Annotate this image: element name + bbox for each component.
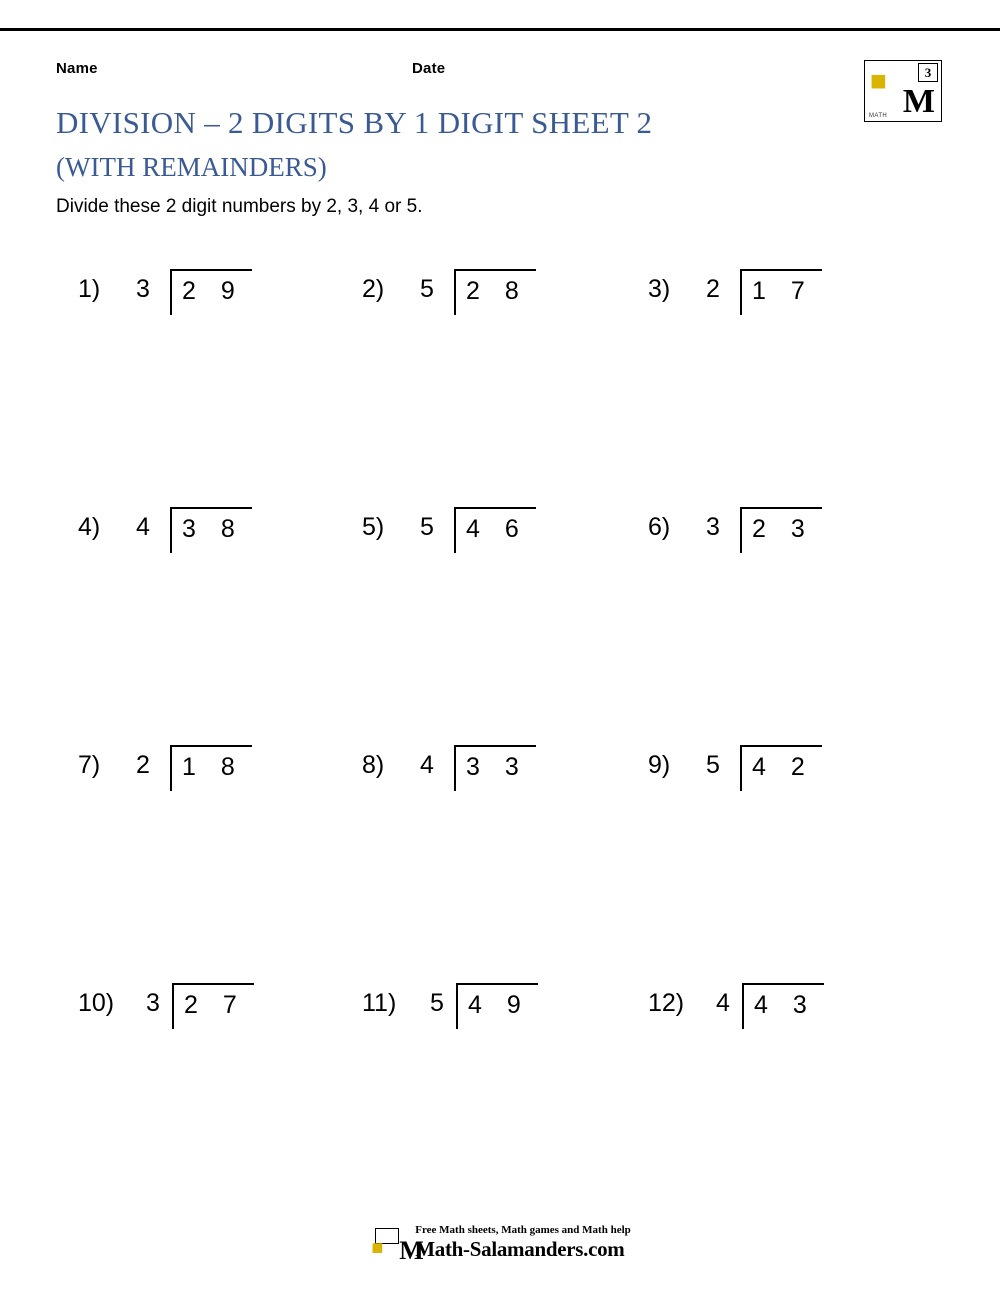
divisor: 5 xyxy=(430,989,444,1017)
bracket-horizontal xyxy=(456,983,538,985)
dividend: 4 9 xyxy=(468,991,530,1019)
bracket-horizontal xyxy=(742,983,824,985)
divisor: 4 xyxy=(136,513,150,541)
footer-m-monogram-icon: M xyxy=(399,1236,424,1265)
dividend: 2 3 xyxy=(752,515,814,543)
problem-number: 7) xyxy=(78,751,101,779)
problem-number: 12) xyxy=(648,989,685,1017)
divisor: 3 xyxy=(136,275,150,303)
bracket-horizontal xyxy=(170,507,252,509)
footer-content xyxy=(369,1224,631,1265)
dividend: 3 8 xyxy=(182,515,244,543)
bracket-horizontal xyxy=(454,745,536,747)
bracket-horizontal xyxy=(454,269,536,271)
divisor: 4 xyxy=(420,751,434,779)
bracket-horizontal xyxy=(740,269,822,271)
top-divider xyxy=(0,28,1000,31)
page-subtitle: (WITH REMAINDERS) xyxy=(56,152,327,182)
dividend: 3 3 xyxy=(466,753,528,781)
dividend: 1 8 xyxy=(182,753,244,781)
problem-row xyxy=(0,493,1000,731)
divisor: 2 xyxy=(706,275,720,303)
footer-salamander-icon: ■ xyxy=(371,1237,384,1259)
bracket-vertical xyxy=(170,507,172,553)
bracket-vertical xyxy=(456,983,458,1029)
problem-number: 4) xyxy=(78,513,101,541)
problem-number: 1) xyxy=(78,275,101,303)
footer xyxy=(0,1224,1000,1265)
problem-number: 11) xyxy=(362,989,397,1017)
bracket-vertical xyxy=(172,983,174,1029)
bracket-vertical xyxy=(740,745,742,791)
divisor: 3 xyxy=(146,989,160,1017)
divisor: 4 xyxy=(716,989,730,1017)
problem-number: 9) xyxy=(648,751,671,779)
footer-url[interactable]: Math-Salamanders.com xyxy=(415,1237,625,1261)
bracket-vertical xyxy=(454,745,456,791)
problem-number: 10) xyxy=(78,989,115,1017)
dividend: 4 2 xyxy=(752,753,814,781)
problem-row xyxy=(0,255,1000,493)
name-label: Name xyxy=(56,60,98,77)
bracket-horizontal xyxy=(172,983,254,985)
bracket-vertical xyxy=(454,269,456,315)
bracket-horizontal xyxy=(170,269,252,271)
dividend: 2 8 xyxy=(466,277,528,305)
page-title: DIVISION – 2 DIGITS BY 1 DIGIT SHEET 2 xyxy=(56,105,653,140)
problem-number: 2) xyxy=(362,275,385,303)
logo-caption: MATH xyxy=(869,113,888,119)
dividend: 4 3 xyxy=(754,991,816,1019)
divisor: 2 xyxy=(136,751,150,779)
instruction-text: Divide these 2 digit numbers by 2, 3, 4 or 5. xyxy=(56,196,423,217)
divisor: 5 xyxy=(706,751,720,779)
bracket-vertical xyxy=(740,269,742,315)
bracket-horizontal xyxy=(170,745,252,747)
problem-number: 3) xyxy=(648,275,671,303)
grade-badge: 3 xyxy=(918,63,938,82)
problem-number: 6) xyxy=(648,513,671,541)
salamander-icon: ■ xyxy=(870,65,887,96)
bracket-horizontal xyxy=(454,507,536,509)
bracket-vertical xyxy=(454,507,456,553)
bracket-horizontal xyxy=(740,745,822,747)
bracket-vertical xyxy=(742,983,744,1029)
dividend: 4 6 xyxy=(466,515,528,543)
divisor: 5 xyxy=(420,275,434,303)
dividend: 2 7 xyxy=(184,991,246,1019)
problem-row xyxy=(0,969,1000,1207)
bracket-horizontal xyxy=(740,507,822,509)
problem-grid xyxy=(0,255,1000,1207)
m-monogram-icon: M xyxy=(902,83,935,120)
date-label: Date xyxy=(412,60,446,77)
divisor: 5 xyxy=(420,513,434,541)
problem-number: 5) xyxy=(362,513,385,541)
problem-row xyxy=(0,731,1000,969)
problem-number: 8) xyxy=(362,751,385,779)
bracket-vertical xyxy=(740,507,742,553)
math-salamanders-logo xyxy=(864,60,942,122)
bracket-vertical xyxy=(170,269,172,315)
bracket-vertical xyxy=(170,745,172,791)
divisor: 3 xyxy=(706,513,720,541)
dividend: 1 7 xyxy=(752,277,814,305)
dividend: 2 9 xyxy=(182,277,244,305)
footer-tagline: Free Math sheets, Math games and Math help xyxy=(415,1224,631,1236)
